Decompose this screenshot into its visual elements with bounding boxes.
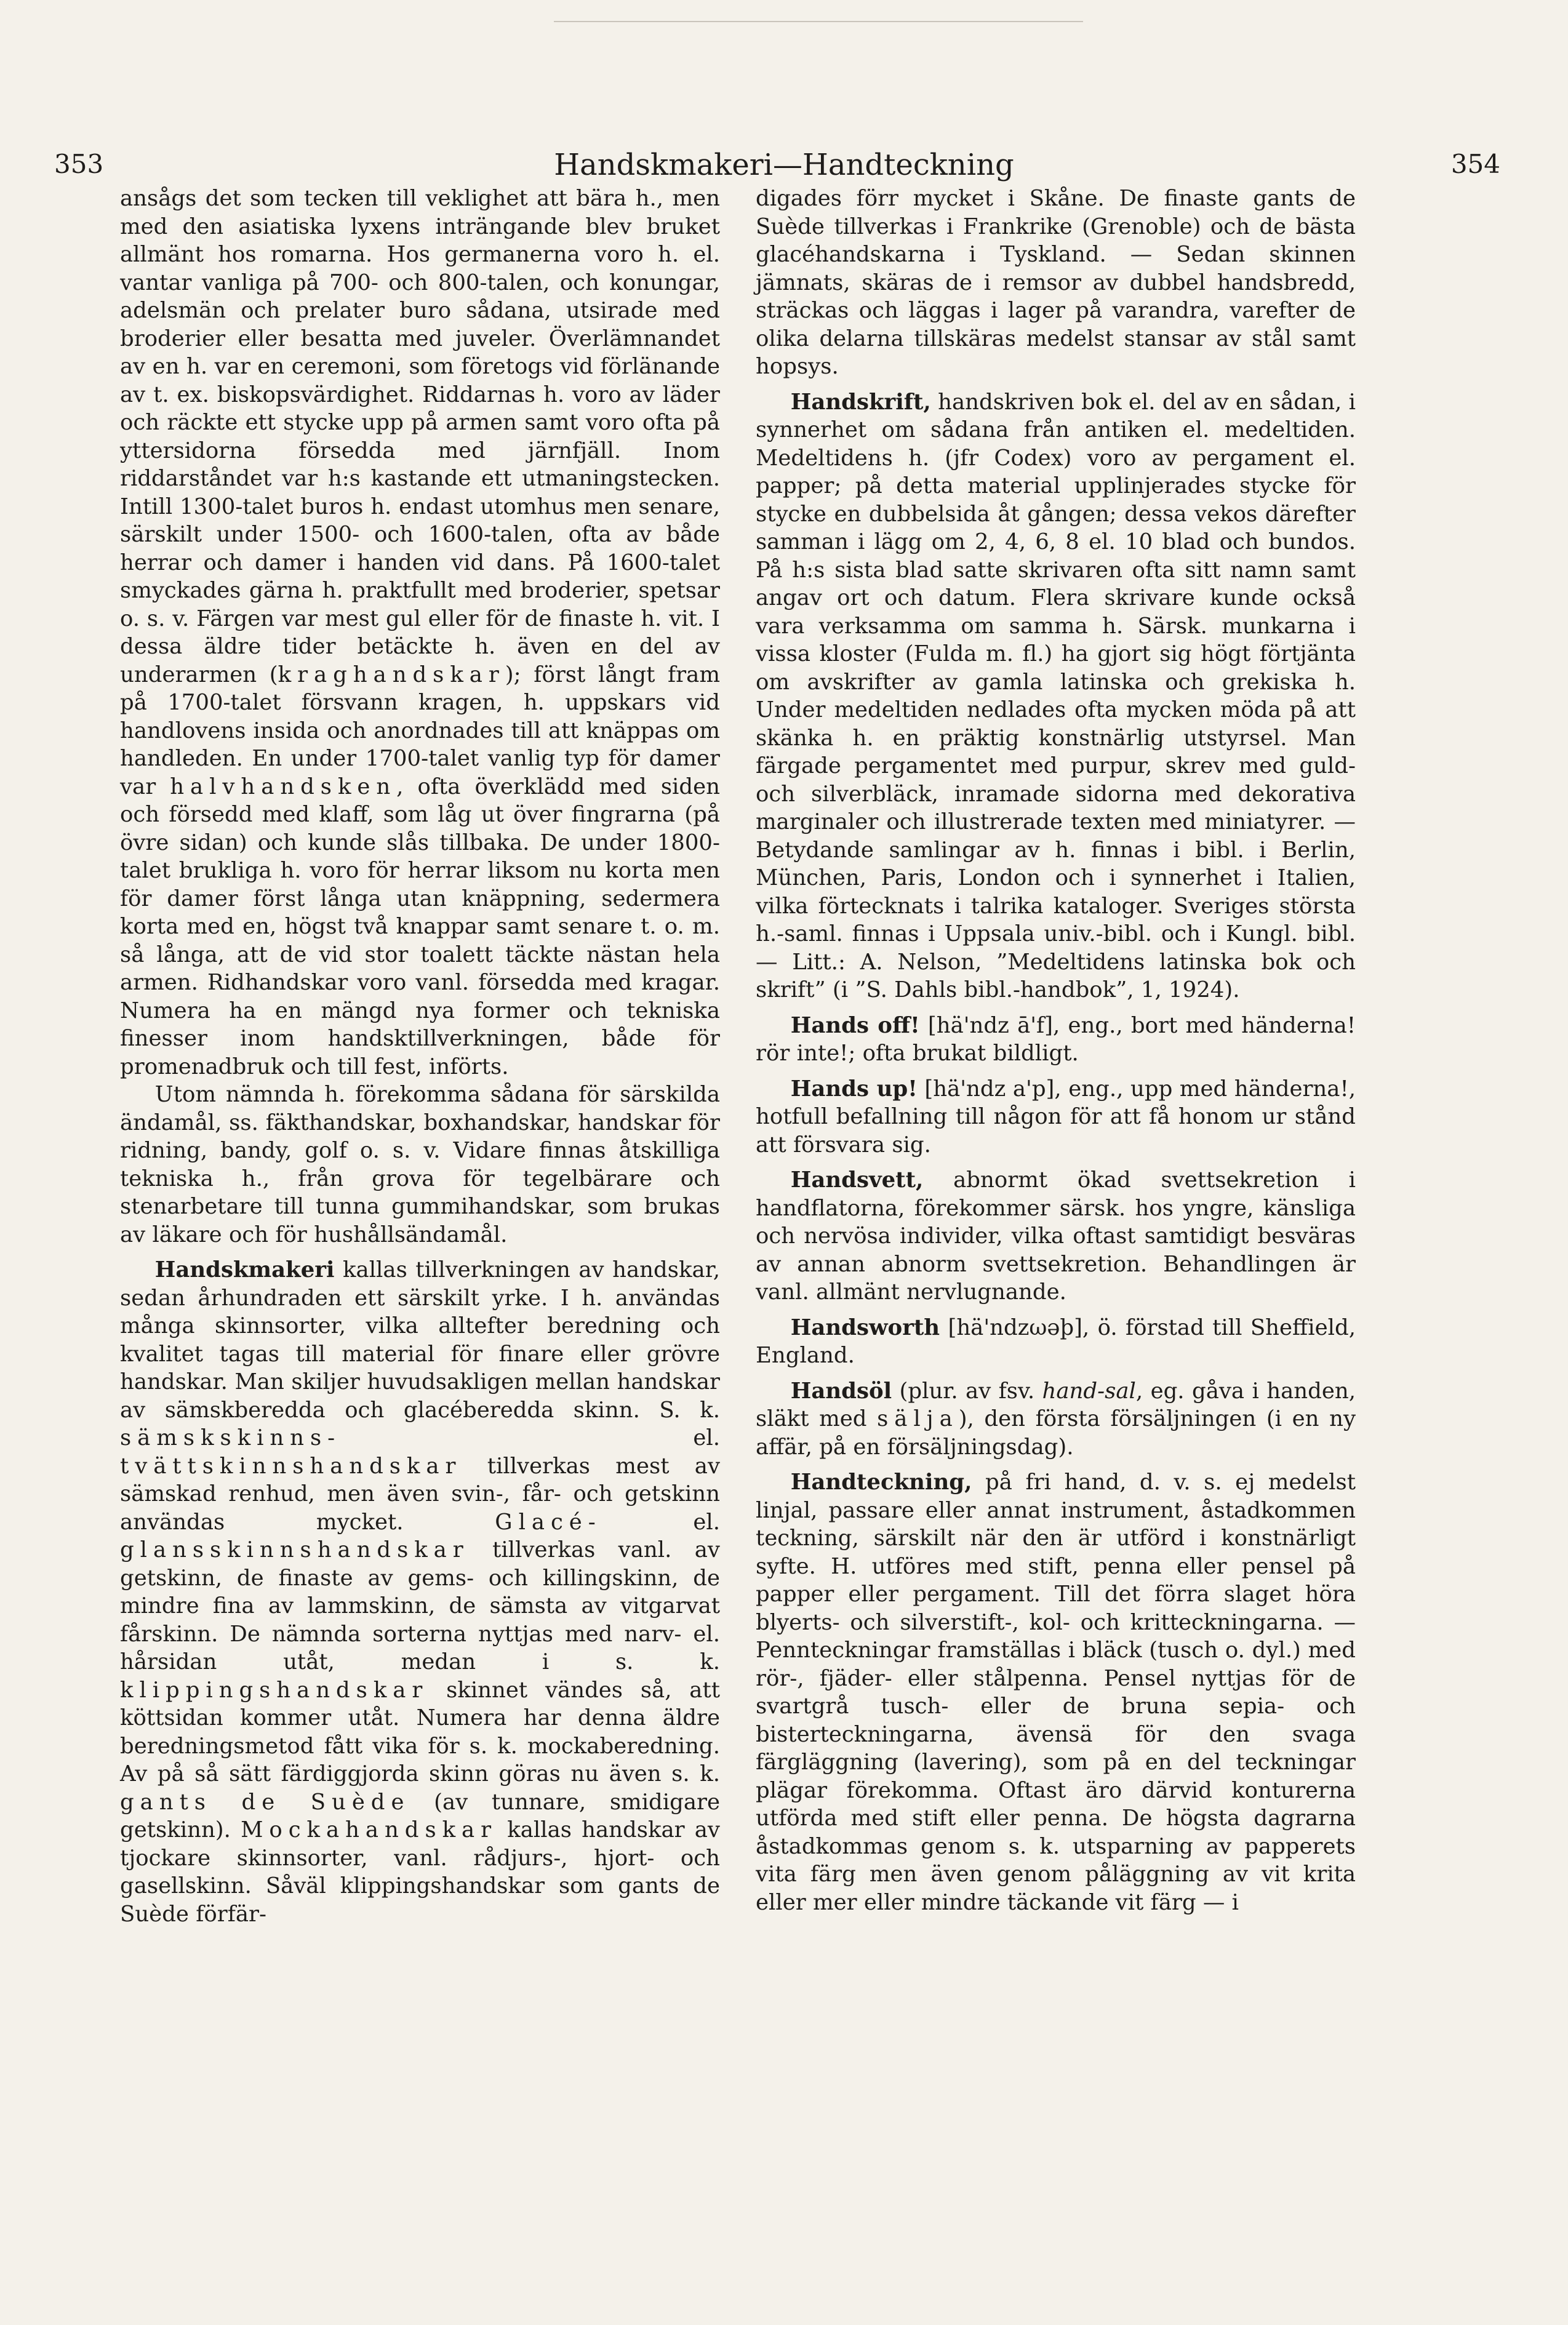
entry-handsol: Handsöl (plur. av fsv. hand-sal, eg. gåva i handen, släkt med sälja), den första försäljningen (i en ny affär, på en försäljningsdag). bbox=[756, 1378, 1356, 1460]
entry-handsworth: Handsworth [hä'ndzωəþ], ö. förstad till Sheffield, England. bbox=[756, 1315, 1356, 1368]
page-header bbox=[0, 0, 1568, 203]
entry-handskmakeri: Handskmakeri kallas tillverkningen av handskar, sedan århundraden ett särskilt yrke. I h. användas många skinnsorter, vilka alltefter beredning och kvalitet tagas till material för finare eller grövre handskar. Man skiljer huvudsakligen mellan handskar av sämskberedda och glacéberedda skinn. S. k. sämskskinns- el. tvättskinnshandskar tillverkas mest av sämskad renhud, men även svin-, får- och getskinn användas mycket. Glacé- el. glansskinnshandskar tillverkas vanl. av getskinn, de finaste av gems- och killingskinn, de mindre fina av lammskinn, de sämsta av vitgarvat fårskinn. De nämnda sorterna nyttjas med narv- el. hårsidan utåt, medan i s. k. klippingshandskar skinnet vändes så, att köttsidan kommer utåt. Numera har denna äldre beredningsmetod fått vika för s. k. mockaberedning. Av på så sätt färdiggjorda skinn göras nu även s. k. gants de Suède (av tunnare, smidigare getskinn). Mockahandskar kallas handskar av tjockare skinnsorter, vanl. rådjurs-, hjort- och gasellskinn. Såväl klippingshandskar som gants de Suède förfär- bbox=[120, 1257, 721, 1927]
running-head: Handskmakeri—Handteckning bbox=[554, 148, 1014, 182]
paragraph-special-gloves: Utom nämnda h. förekomma sådana för särskilda ändamål, ss. fäkthandskar, boxhandskar, handskar för ridning, bandy, golf o. s. v. Vidare finnas åtskilliga tekniska h., från grova för tegelbärare och stenarbetare till tunna gummihandskar, som brukas av läkare och för hushållsändamål. bbox=[120, 1082, 720, 1247]
entry-handsvett: Handsvett, abnormt ökad svettsekretion i handflatorna, förekommer särsk. hos yngre, känsliga och nervösa individer, vilka oftast samtidigt besväras av annan abnorm svettsekretion. Behandlingen är vanl. allmänt nervlugnande. bbox=[756, 1167, 1356, 1305]
paragraph-continuation: digades förr mycket i Skåne. De finaste gants de Suède tillverkas i Frankrike (Grenoble) och de bästa glacéhandskarna i Tyskland. — Sedan skinnen jämnats, skäras de i remsor av dubbel handsbredd, sträckas och läggas i lager på varandra, varefter de olika delarna tillskäras medelst stansar av stål samt hopsys. bbox=[756, 186, 1356, 379]
paragraph-handskar-history: ansågs det som tecken till veklighet att bära h., men med den asiatiska lyxens inträngande blev bruket allmänt hos romarna. Hos germanerna voro h. el. vantar vanliga på 700- och 800-talen, och konungar, adelsmän och prelater buro sådana, utsirade med broderier eller besatta med juveler. Överlämnandet av en h. var en ceremoni, som företogs vid förlänande av t. ex. biskopsvärdighet. Riddarnas h. voro av läder och räckte ett stycke upp på armen samt voro ofta på yttersidorna försedda med järnfjäll. Inom riddarståndet var h:s kastande ett utmaningstecken. Intill 1300-talet buros h. endast utomhus men senare, särskilt under 1500- och 1600-talen, ofta av både herrar och damer i handen vid dans. På 1600-talet smyckades gärna h. praktfullt med broderier, spetsar o. s. v. Färgen var mest gul eller för de finaste h. vit. I dessa äldre tider betäckte h. även en del av underarmen (kraghandskar); först långt fram på 1700-talet försvann kragen, h. uppskars vid handlovens insida och anordnades till att knäppas om handleden. En under 1700-talet vanlig typ för damer var halvhandsken, ofta överklädd med siden och försedd med klaff, som låg ut över fingrarna (på övre sidan) och kunde slås tillbaka. De under 1800-talet brukliga h. voro för herrar liksom nu korta men för damer först långa utan knäppning, sedermera korta med en, högst två knappar samt senare t. o. m. så långa, att de vid stor toalett täckte nästan hela armen. Ridhandskar voro vanl. försedda med kragar. Numera ha en mängd nya former och tekniska finesser inom handsktillverkningen, både för promenadbruk och till fest, införts. bbox=[120, 186, 720, 1079]
page-number-left: 353 bbox=[54, 149, 104, 179]
left-column bbox=[120, 185, 720, 2302]
right-column bbox=[756, 185, 1356, 2302]
entry-handskrift: Handskrift, handskriven bok el. del av en sådan, i synnerhet om sådana från antiken el. medeltiden. Medeltidens h. (jfr Codex) voro av pergament el. papper; på detta material upplinjerades stycke för stycke en dubbelsida åt gången; dessa vekos därefter samman i lägg om 2, 4, 6, 8 el. 10 blad och bundos. På h:s sista blad satte skrivaren ofta sitt namn samt angav ort och datum. Flera skrivare kunde också vara verksamma om samma h. Särsk. munkarna i vissa kloster (Fulda m. fl.) ha gjort sig högt förtjänta om avskrifter av gamla latinska och grekiska h. Under medeltiden nedlades ofta mycken möda på att skänka h. en präktig konstnärlig utstyrsel. Man färgade pergamentet med purpur, skrev med guld- och silverbläck, inramade sidorna med dekorativa marginaler och illustrerade texten med miniatyrer. — Betydande samlingar av h. finnas i bibl. i Berlin, München, Paris, London och i synnerhet i Italien, vilka förtecknats i talrika kataloger. Sveriges största h.-saml. finnas i Uppsala univ.-bibl. och i Kungl. bibl. — Litt.: A. Nelson, ”Medeltidens latinska bok och skrift” (i ”S. Dahls bibl.-handbok”, 1, 1924). bbox=[756, 389, 1356, 1002]
headword: Handskrift, bbox=[790, 389, 931, 415]
entry-handteckning: Handteckning, på fri hand, d. v. s. ej medelst linjal, passare eller annat instrument, åstadkommen teckning, särskilt när den är utförd i konstnärligt syfte. H. utföres med stift, penna eller pensel på papper eller pergament. Till det förra slaget höra blyerts- och silverstift-, kol- och kritteckningarna. — Pennteckningar framställas i bläck (tusch o. dyl.) med rör-, fjäder- eller stålpenna. Pensel nyttjas för de svartgrå tusch- eller de bruna sepia- och bisterteckningarna, ävensä för den svaga färgläggning (lavering), som på en del teckningar plägar förekomma. Oftast äro därvid konturerna utförda med stift eller penna. De högsta dagrarna åstadkommas genom s. k. utsparning av papperets vita färg men även genom påläggning av vit krita eller mer eller mindre täckande vit färg — i bbox=[756, 1470, 1356, 1915]
headword: Handsworth bbox=[790, 1315, 940, 1340]
headword: Hands up! bbox=[790, 1076, 918, 1102]
headword: Handsvett, bbox=[790, 1167, 924, 1193]
entry-hands-up: Hands up! [hä'ndz a'p], eng., upp med händerna!, hotfull befallning till någon för att få honom ur stånd att försvara sig. bbox=[756, 1076, 1356, 1158]
page-number-right: 354 bbox=[1450, 149, 1500, 179]
headword: Handteckning, bbox=[790, 1470, 972, 1495]
headword: Handskmakeri bbox=[154, 1257, 335, 1283]
headword: Handsöl bbox=[790, 1378, 892, 1404]
entry-hands-off: Hands off! [hä'ndz ā'f], eng., bort med händerna! rör inte!; ofta brukat bildligt. bbox=[756, 1012, 1356, 1066]
headword: Hands off! bbox=[790, 1012, 920, 1038]
